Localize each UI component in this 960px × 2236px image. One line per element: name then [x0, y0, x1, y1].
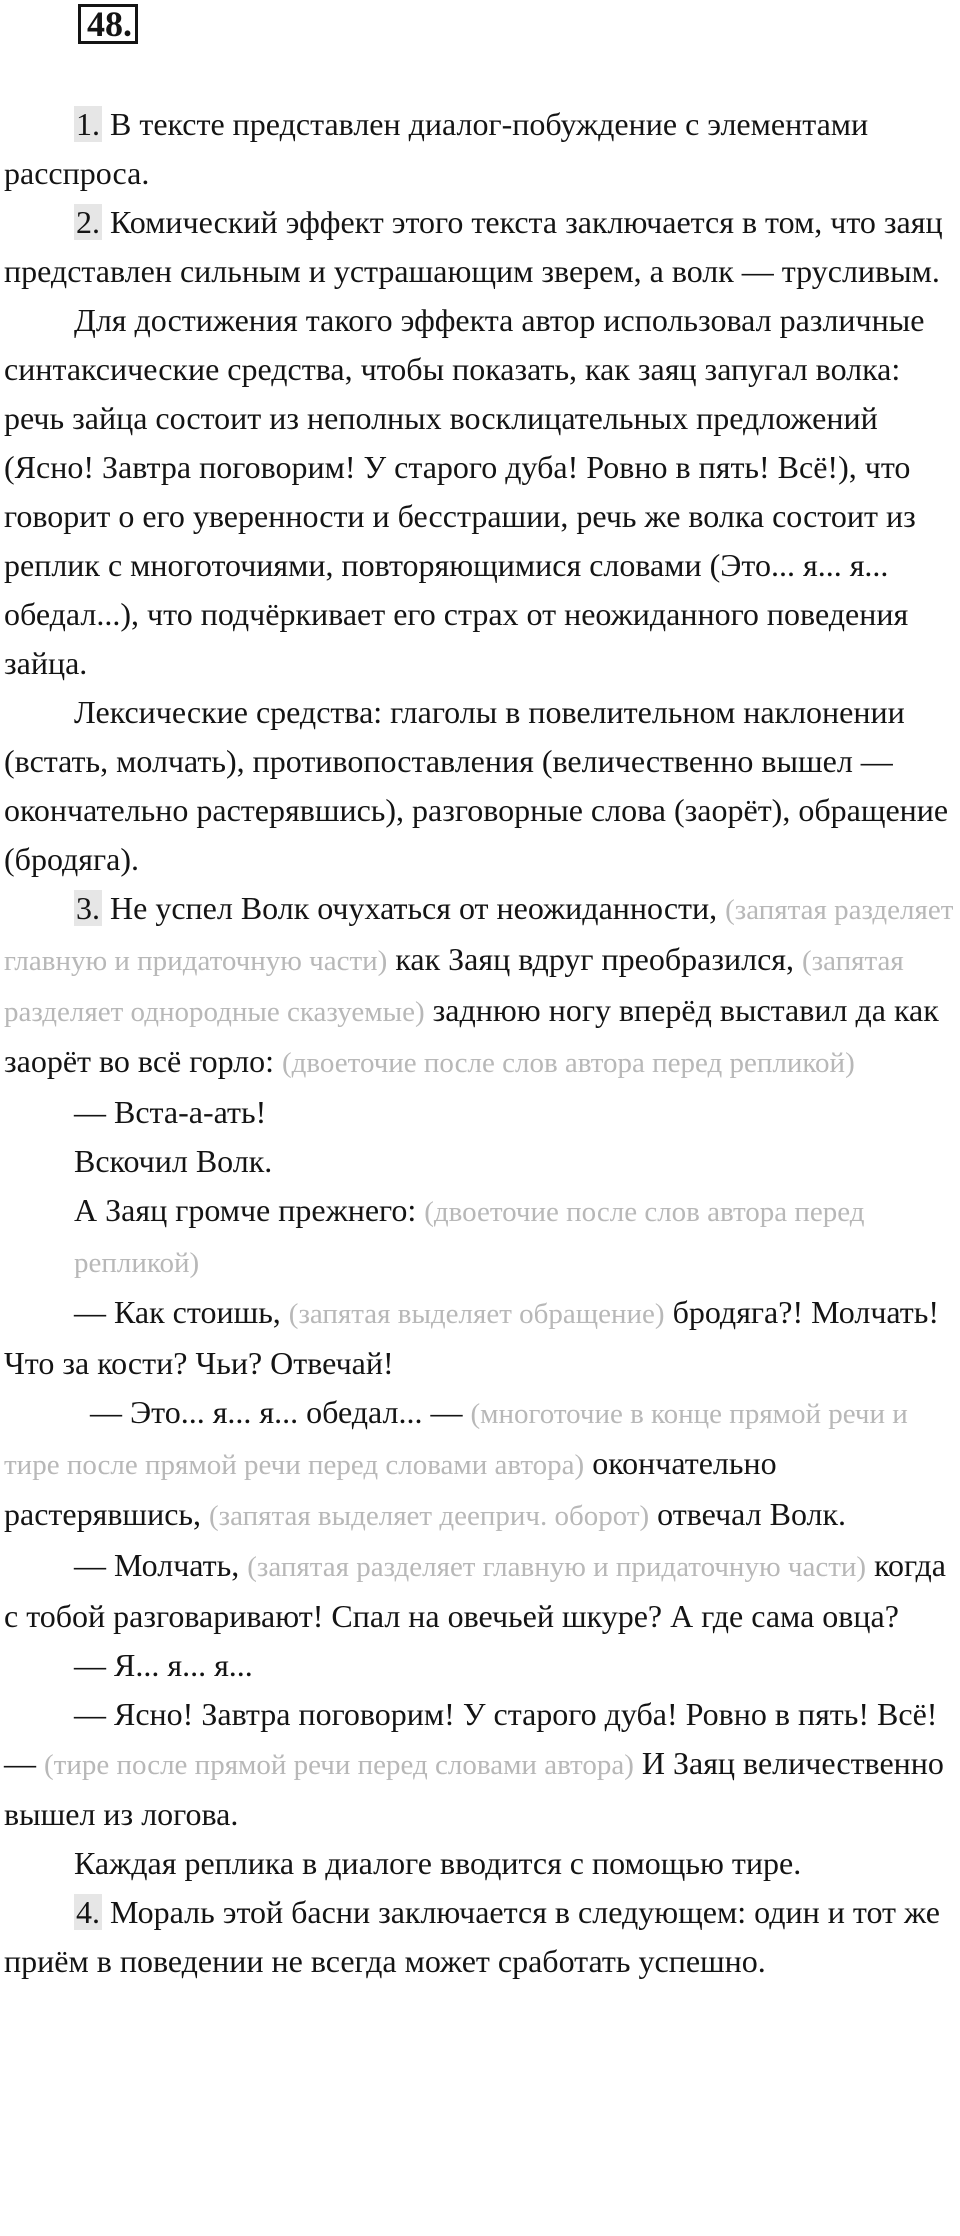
dialogue-line: [4, 1690, 960, 1839]
text-run: отвечал Волк.: [649, 1496, 847, 1532]
dialogue-line: Вскочил Волк.: [74, 1143, 273, 1179]
text-run: И Заяц величественно вышел из логова.: [4, 1745, 944, 1832]
answer-4: [4, 1888, 960, 1986]
punctuation-note: (запятая разделяет однородные сказуемые): [4, 945, 904, 1028]
answer-text: [4, 100, 960, 1986]
punctuation-note: (запятая выделяет обращение): [288, 1298, 665, 1330]
text-run: бродяга?! Молчать! Что за кости? Чьи? Отвечай!: [4, 1294, 940, 1381]
punctuation-note: (тире после прямой речи перед словами автора): [44, 1749, 634, 1781]
item-marker: 2.: [76, 204, 100, 240]
answer-2: [4, 198, 960, 296]
paragraph-text: Мораль этой басни заключается в следующем: один и тот же приём в поведении не всегда может сработать успешно.: [4, 1894, 940, 1979]
text-run: окончательно растерявшись,: [4, 1445, 777, 1532]
dialogue-line: [4, 1541, 960, 1641]
text-run: — Это... я... я... обедал... —: [90, 1394, 471, 1430]
dialogue-line: [4, 1288, 960, 1388]
item-marker: 3.: [76, 890, 100, 926]
punctuation-note: (запятая разделяет главную и придаточную части): [247, 1551, 867, 1583]
punctuation-note: (двоеточие после слов автора перед репликой): [282, 1047, 855, 1079]
punctuation-note: (запятая выделяет дееприч. оборот): [208, 1500, 650, 1532]
text-run: — Как стоишь,: [74, 1294, 289, 1330]
paragraph-dash-rule: Каждая реплика в диалоге вводится с помощью тире.: [74, 1845, 802, 1881]
dialogue-line: [4, 1388, 960, 1541]
item-marker: 4.: [76, 1894, 100, 1930]
text-run: заднюю ногу вперёд выставил да как заорёт во всё горло:: [4, 992, 939, 1079]
paragraph-syntax: Для достижения такого эффекта автор использовал различные синтаксические средства, чтобы показать, как заяц запугал волка: речь зайца состоит из неполных восклицательных предложений (Ясно! Завтра поговорим! У старого дуба! Ровно в пять! Всё!), что говорит о его уверенности и бесстрашии, речь же волка состоит из реплик с многоточиями, повторяющимися словами (Это... я... я... обедал...), что подчёркивает его страх от неожиданного поведения зайца.: [4, 302, 925, 681]
answer-3: [4, 884, 960, 1088]
punctuation-note: (многоточие в конце прямой речи и тире после прямой речи перед словами автора): [4, 1398, 908, 1481]
dialogue-line: — Вста-а-ать!: [74, 1094, 267, 1130]
text-run: как Заяц вдруг преобразился,: [387, 941, 802, 977]
text-run: Не успел Волк очухаться от неожиданности,: [102, 890, 726, 926]
text-run: когда с тобой разговаривают! Спал на овечьей шкуре? А где сама овца?: [4, 1547, 946, 1634]
text-run: — Молчать,: [74, 1547, 248, 1583]
dialogue-line: — Я... я... я...: [74, 1647, 253, 1683]
text-run: — Ясно! Завтра поговорим! У старого дуба! Ровно в пять! Всё! —: [4, 1696, 938, 1781]
answer-1: [4, 100, 960, 198]
task-number: 48.: [78, 4, 138, 44]
paragraph-text: В тексте представлен диалог-побуждение с элементами расспроса.: [4, 106, 869, 191]
paragraph-lexical: Лексические средства: глаголы в повелительном наклонении (встать, молчать), противопоставления (величественно вышел — окончательно растерявшись), разговорные слова (заорёт), обращение (бродяга).: [4, 694, 949, 877]
text-run: А Заяц громче прежнего:: [74, 1192, 425, 1228]
paragraph-text: Комический эффект этого текста заключается в том, что заяц представлен сильным и устрашающим зверем, а волк — трусливым.: [4, 204, 943, 289]
dialogue-line: [4, 1186, 960, 1288]
item-marker: 1.: [76, 106, 100, 142]
punctuation-note: (запятая разделяет главную и придаточную части): [4, 894, 954, 977]
punctuation-note: (двоеточие после слов автора перед репликой): [74, 1196, 865, 1279]
